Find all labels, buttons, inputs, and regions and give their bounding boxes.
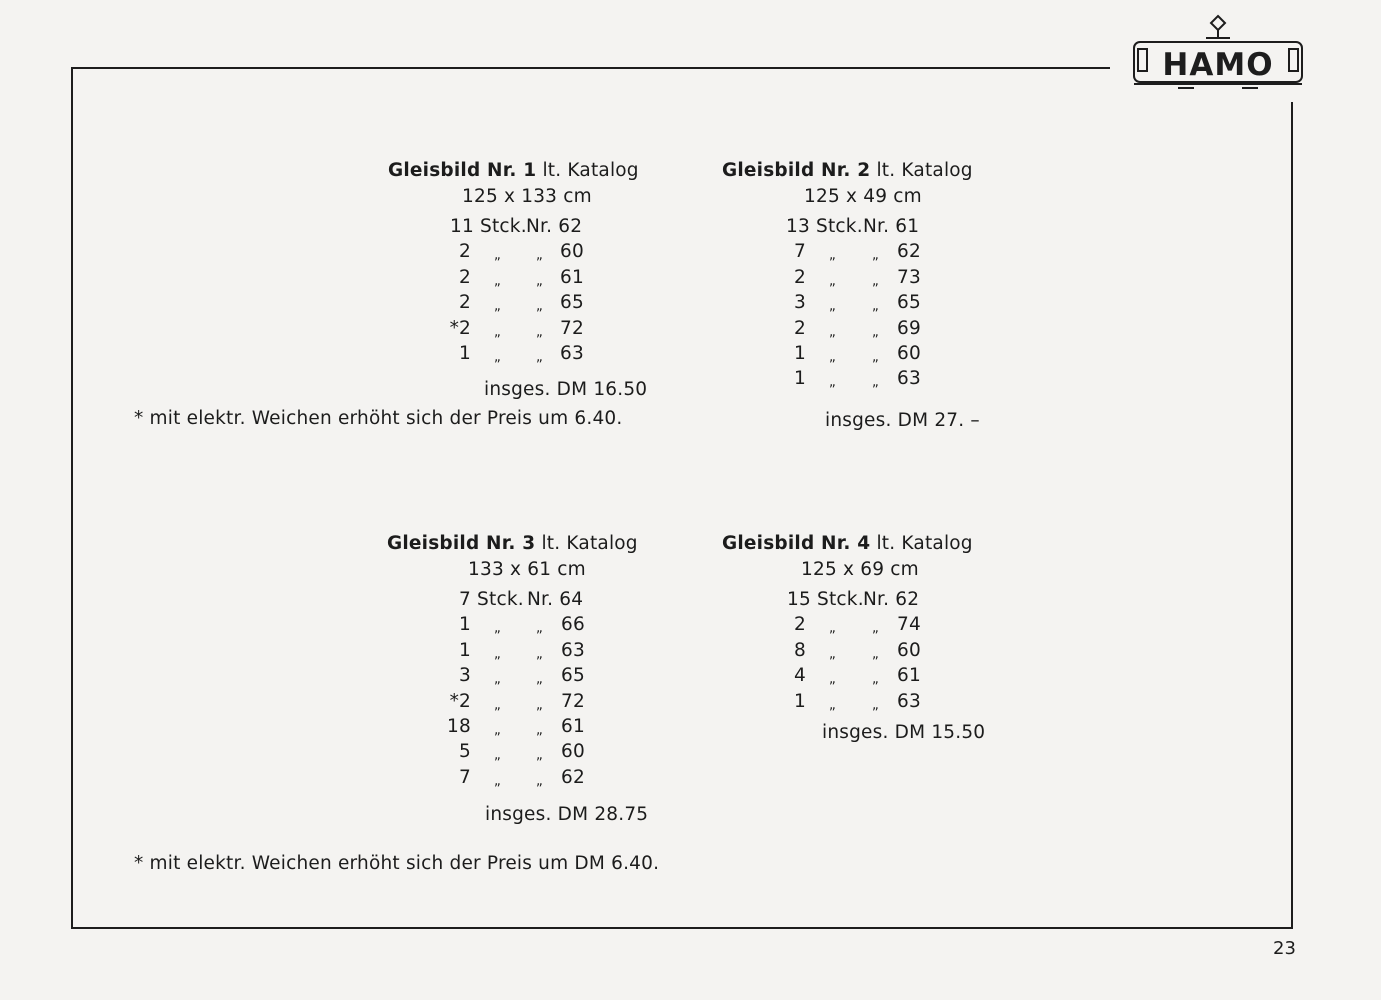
item-nr: 65: [897, 292, 921, 314]
ditto-mark: „: [872, 299, 879, 315]
item-qty: 11 Stck.: [450, 216, 527, 237]
ditto-mark: „: [829, 324, 836, 340]
ditto-mark: „: [494, 621, 501, 637]
ditto-mark: „: [536, 349, 543, 365]
ditto-mark: „: [536, 621, 543, 637]
gleisbild-2-title-rest: lt. Katalog: [876, 160, 973, 181]
item-qty: 2: [459, 292, 471, 314]
item-nr: 62: [897, 241, 921, 263]
ditto-mark: „: [494, 773, 501, 789]
item-nr: 73: [897, 266, 921, 288]
ditto-mark: „: [829, 375, 836, 391]
item-qty: 3: [459, 665, 471, 687]
item-nr: 72: [561, 690, 585, 712]
item-nr: 63: [561, 639, 585, 661]
frame-left-line: [71, 67, 73, 929]
ditto-mark: „: [829, 697, 836, 713]
gleisbild-1-title-bold: Gleisbild Nr. 1: [388, 160, 537, 181]
gleisbild-2-size: 125 x 49 cm: [804, 186, 922, 207]
ditto-mark: „: [872, 349, 879, 365]
ditto-mark: „: [829, 299, 836, 315]
item-nr: 60: [897, 639, 921, 661]
frame-right-line: [1291, 102, 1293, 929]
item-qty: 18: [447, 715, 471, 737]
ditto-mark: „: [536, 324, 543, 340]
item-qty: 15 Stck.: [787, 589, 864, 610]
item-nr: 63: [897, 368, 921, 390]
ditto-mark: „: [829, 248, 836, 264]
ditto-mark: „: [872, 646, 879, 662]
item-qty: 2: [459, 266, 471, 288]
item-qty: 7: [794, 241, 806, 263]
item-nr: Nr. 64: [527, 589, 584, 610]
item-qty: *2: [449, 317, 471, 339]
ditto-mark: „: [536, 299, 543, 315]
item-nr: 61: [897, 665, 921, 687]
ditto-mark: „: [536, 646, 543, 662]
gleisbild-3-total: insges. DM 28.75: [485, 804, 649, 825]
ditto-mark: „: [872, 697, 879, 713]
gleisbild-2-title: [722, 158, 973, 183]
item-nr: 62: [561, 766, 585, 788]
ditto-mark: „: [494, 722, 501, 738]
item-nr: Nr. 62: [526, 216, 583, 237]
ditto-mark: „: [536, 748, 543, 764]
ditto-mark: „: [829, 672, 836, 688]
ditto-mark: „: [872, 324, 879, 340]
logo-text: HAMO: [1162, 47, 1274, 83]
hamo-tram-logo: [1128, 12, 1308, 92]
ditto-mark: „: [536, 722, 543, 738]
item-nr: 61: [561, 715, 585, 737]
ditto-mark: „: [494, 748, 501, 764]
ditto-mark: „: [829, 646, 836, 662]
ditto-mark: „: [494, 697, 501, 713]
item-nr: 66: [561, 614, 585, 636]
gleisbild-3-footnote: * mit elektr. Weichen erhöht sich der Preis um DM 6.40.: [134, 853, 660, 874]
item-qty: 1: [794, 690, 806, 712]
item-nr: 72: [560, 317, 584, 339]
ditto-mark: „: [494, 299, 501, 315]
gleisbild-3-title-rest: lt. Katalog: [541, 533, 638, 554]
item-nr: 60: [897, 342, 921, 364]
gleisbild-1-title-rest: lt. Katalog: [542, 160, 639, 181]
item-qty: 2: [794, 614, 806, 636]
item-nr: 60: [560, 241, 584, 263]
item-nr: 63: [560, 342, 584, 364]
item-qty: 1: [459, 639, 471, 661]
item-nr: 65: [561, 665, 585, 687]
ditto-mark: „: [536, 248, 543, 264]
ditto-mark: „: [872, 672, 879, 688]
ditto-mark: „: [829, 349, 836, 365]
ditto-mark: „: [536, 273, 543, 289]
ditto-mark: „: [872, 273, 879, 289]
ditto-mark: „: [494, 273, 501, 289]
item-nr: 63: [897, 690, 921, 712]
gleisbild-1-size: 125 x 133 cm: [462, 186, 592, 207]
gleisbild-4-title-bold: Gleisbild Nr. 4: [722, 533, 871, 554]
item-nr: 69: [897, 317, 921, 339]
gleisbild-2-title-bold: Gleisbild Nr. 2: [722, 160, 871, 181]
page-number: 23: [1273, 938, 1296, 959]
ditto-mark: „: [494, 324, 501, 340]
ditto-mark: „: [872, 375, 879, 391]
gleisbild-3-title-bold: Gleisbild Nr. 3: [387, 533, 536, 554]
item-nr: 65: [560, 292, 584, 314]
item-qty: 2: [794, 266, 806, 288]
item-nr: 61: [560, 266, 584, 288]
ditto-mark: „: [872, 621, 879, 637]
gleisbild-4-size: 125 x 69 cm: [801, 559, 919, 580]
frame-bottom-line: [71, 927, 1293, 929]
item-qty: 1: [794, 368, 806, 390]
ditto-mark: „: [494, 672, 501, 688]
item-qty: 4: [794, 665, 806, 687]
item-qty: 5: [459, 741, 471, 763]
gleisbild-1-title: [388, 158, 639, 183]
item-nr: Nr. 62: [863, 589, 920, 610]
item-qty: *2: [449, 690, 471, 712]
item-qty: 7 Stck.: [459, 589, 524, 610]
item-nr: 60: [561, 741, 585, 763]
ditto-mark: „: [494, 248, 501, 264]
ditto-mark: „: [536, 672, 543, 688]
item-qty: 8: [794, 639, 806, 661]
item-qty: 3: [794, 292, 806, 314]
gleisbild-3-size: 133 x 61 cm: [468, 559, 586, 580]
gleisbild-1-footnote: * mit elektr. Weichen erhöht sich der Preis um 6.40.: [134, 408, 623, 429]
ditto-mark: „: [872, 248, 879, 264]
item-qty: 1: [794, 342, 806, 364]
gleisbild-3-title: [387, 531, 638, 556]
gleisbild-4-title: [722, 531, 973, 556]
item-nr: Nr. 61: [863, 216, 920, 237]
ditto-mark: „: [829, 273, 836, 289]
gleisbild-1-total: insges. DM 16.50: [484, 379, 648, 400]
ditto-mark: „: [536, 697, 543, 713]
item-qty: 13 Stck.: [786, 216, 863, 237]
item-nr: 74: [897, 614, 921, 636]
ditto-mark: „: [494, 646, 501, 662]
ditto-mark: „: [494, 349, 501, 365]
ditto-mark: „: [536, 773, 543, 789]
gleisbild-4-total: insges. DM 15.50: [822, 722, 986, 743]
item-qty: 1: [459, 342, 471, 364]
frame-top-line: [72, 67, 1110, 69]
item-qty: 2: [794, 317, 806, 339]
ditto-mark: „: [829, 621, 836, 637]
gleisbild-2-total: insges. DM 27. –: [825, 410, 980, 431]
item-qty: 1: [459, 614, 471, 636]
item-qty: 2: [459, 241, 471, 263]
item-qty: 7: [459, 766, 471, 788]
gleisbild-4-title-rest: lt. Katalog: [876, 533, 973, 554]
